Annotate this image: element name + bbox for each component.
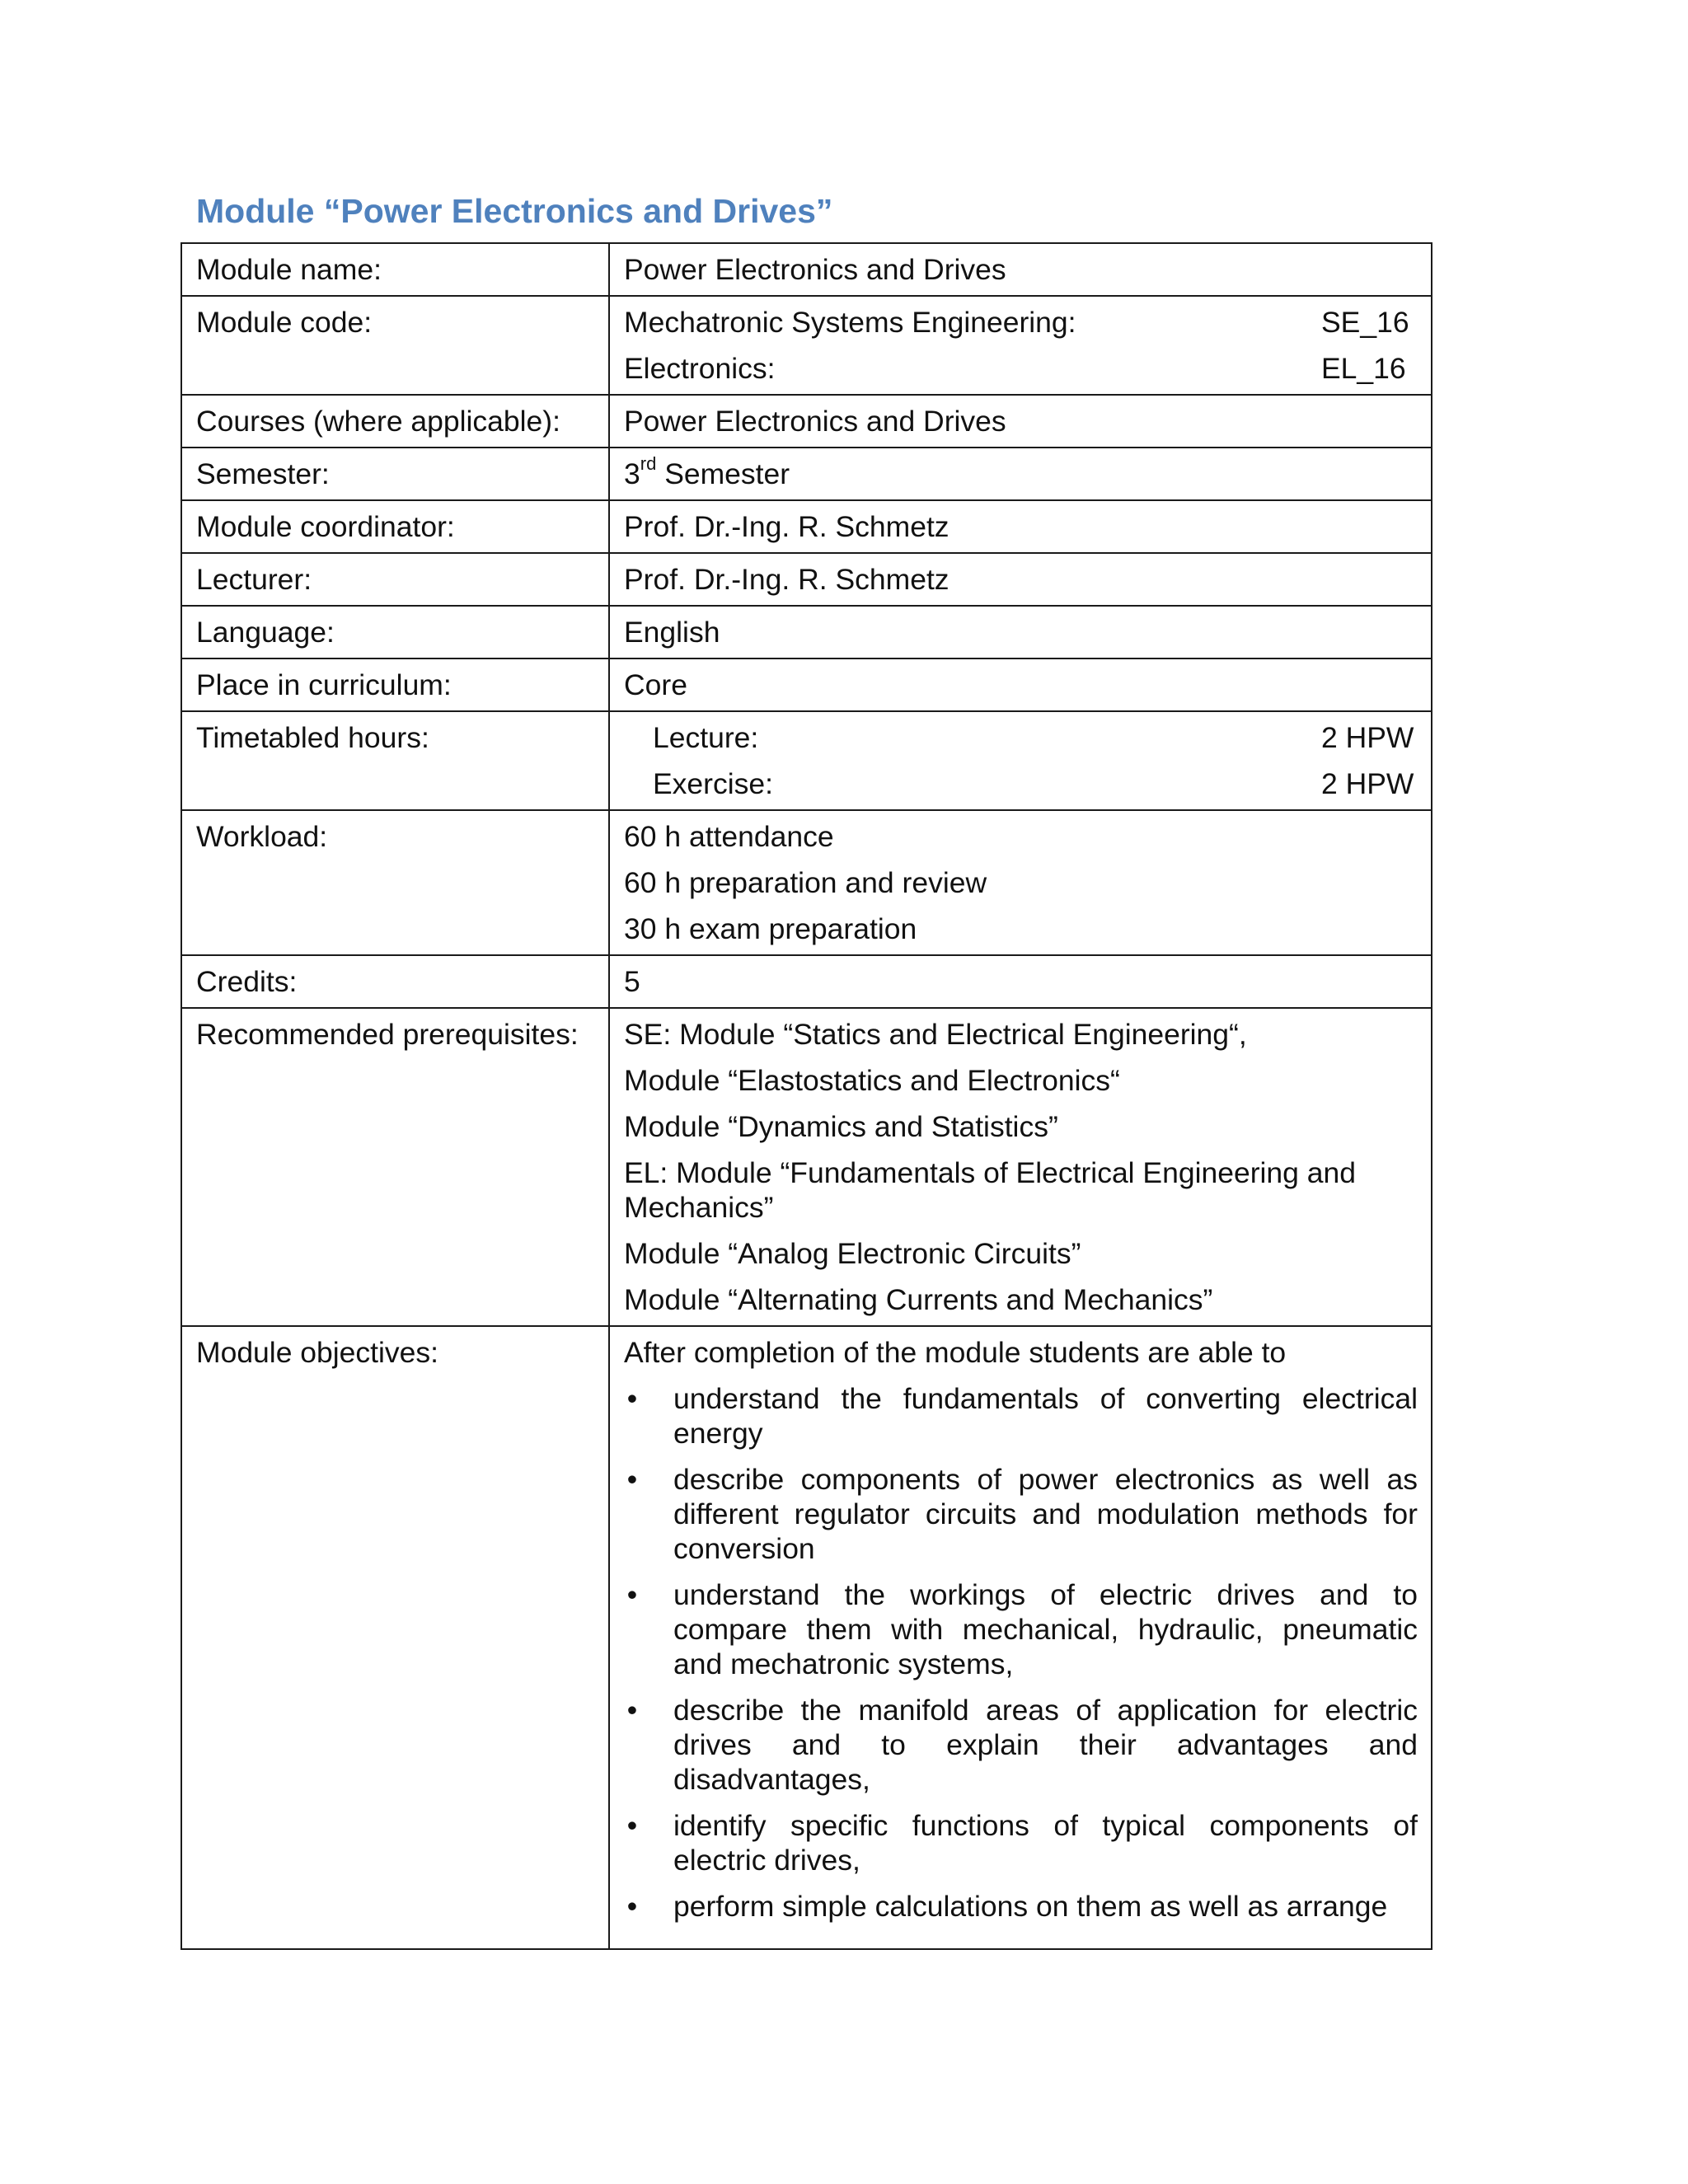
prerequisite-line: Module “Elastostatics and Electronics“ <box>624 1064 1120 1097</box>
bullet-icon: • <box>626 1382 638 1415</box>
row-label: Semester: <box>181 448 609 500</box>
entry-value: 2 HPW <box>1321 721 1414 754</box>
prerequisite-line: Module “Analog Electronic Circuits” <box>624 1237 1081 1270</box>
row-value <box>609 711 1432 810</box>
page-title: Module “Power Electronics and Drives” <box>196 192 833 230</box>
table-row-credits <box>181 955 1432 1008</box>
workload-line: 60 h attendance <box>624 820 834 853</box>
prerequisite-line: Module “Alternating Currents and Mechanics” <box>624 1283 1213 1316</box>
row-label: Place in curriculum: <box>181 658 609 711</box>
hours-entry <box>624 720 1418 755</box>
row-value: Prof. Dr.-Ing. R. Schmetz <box>609 500 1432 553</box>
row-label: Recommended prerequisites: <box>181 1008 609 1326</box>
entry-value: EL_16 <box>1321 352 1406 385</box>
list-item <box>624 1462 1418 1566</box>
row-value: Core <box>609 658 1432 711</box>
bullet-icon: • <box>626 1694 638 1727</box>
entry-key: Electronics: <box>624 352 776 385</box>
row-value <box>609 448 1432 500</box>
table-row-workload <box>181 810 1432 955</box>
semester-text: Semester <box>664 457 790 490</box>
list-item-text: understand the workings of electric drives and to compare them with mechanical, hydraulic, pneumatic and mechatronic systems, <box>673 1578 1418 1680</box>
entry-value: 2 HPW <box>1321 767 1414 800</box>
list-item <box>624 1693 1418 1797</box>
row-label: Module objectives: <box>181 1326 609 1949</box>
row-label: Module coordinator: <box>181 500 609 553</box>
table-row-place <box>181 658 1432 711</box>
table-row-coordinator <box>181 500 1432 553</box>
bullet-icon: • <box>626 1578 638 1611</box>
row-value: English <box>609 606 1432 658</box>
prerequisite-line: Module “Dynamics and Statistics” <box>624 1110 1058 1143</box>
row-label: Module code: <box>181 296 609 395</box>
row-value <box>609 810 1432 955</box>
workload-line: 30 h exam preparation <box>624 912 917 945</box>
entry-key: Mechatronic Systems Engineering: <box>624 306 1076 339</box>
prerequisite-line: SE: Module “Statics and Electrical Engineering“, <box>624 1018 1247 1051</box>
row-value: Power Electronics and Drives <box>609 395 1432 448</box>
module-table <box>181 242 1432 1950</box>
prerequisite-line: EL: Module “Fundamentals of Electrical Engineering and Mechanics” <box>624 1156 1357 1224</box>
module-code-entry <box>624 351 1418 386</box>
list-item <box>624 1889 1418 1924</box>
objectives-content <box>624 1335 1418 1948</box>
row-label: Courses (where applicable): <box>181 395 609 448</box>
table-row-objectives <box>181 1326 1432 1949</box>
row-value <box>609 296 1432 395</box>
list-item <box>624 1381 1418 1451</box>
list-item-text: understand the fundamentals of converting electrical energy <box>673 1382 1418 1450</box>
list-item <box>624 1808 1418 1877</box>
row-value: Prof. Dr.-Ing. R. Schmetz <box>609 553 1432 606</box>
table-row-timetabled-hours <box>181 711 1432 810</box>
objectives-list <box>624 1381 1418 1924</box>
entry-key: Lecture: <box>653 721 759 754</box>
row-value <box>609 1326 1432 1949</box>
list-item <box>624 1577 1418 1681</box>
table-row-module-code <box>181 296 1432 395</box>
table-row-lecturer <box>181 553 1432 606</box>
semester-ordinal: rd <box>640 453 657 475</box>
row-value <box>609 1008 1432 1326</box>
module-code-entry <box>624 305 1418 340</box>
row-label: Timetabled hours: <box>181 711 609 810</box>
list-item-text: perform simple calculations on them as well as arrange <box>673 1890 1388 1923</box>
list-item-text: describe components of power electronics as well as different regulator circuits and modulation methods for conversion <box>673 1463 1418 1565</box>
row-label: Lecturer: <box>181 553 609 606</box>
row-label: Language: <box>181 606 609 658</box>
entry-value: SE_16 <box>1321 306 1409 339</box>
table-row-prerequisites <box>181 1008 1432 1326</box>
table-row-semester <box>181 448 1432 500</box>
entry-key: Exercise: <box>653 767 773 800</box>
row-label: Workload: <box>181 810 609 955</box>
row-label: Credits: <box>181 955 609 1008</box>
bullet-icon: • <box>626 1809 638 1842</box>
hours-entry <box>624 766 1418 801</box>
semester-number: 3 <box>624 457 640 490</box>
row-value: Power Electronics and Drives <box>609 243 1432 296</box>
table-row-module-name <box>181 243 1432 296</box>
bullet-icon: • <box>626 1890 638 1923</box>
workload-line: 60 h preparation and review <box>624 866 987 899</box>
table-row-language <box>181 606 1432 658</box>
list-item-text: describe the manifold areas of application for electric drives and to explain their advantages and disadvantages, <box>673 1694 1418 1796</box>
bullet-icon: • <box>626 1463 638 1496</box>
table-row-courses <box>181 395 1432 448</box>
objectives-intro: After completion of the module students are able to <box>624 1336 1287 1369</box>
row-value: 5 <box>609 955 1432 1008</box>
list-item-text: identify specific functions of typical components of electric drives, <box>673 1809 1418 1877</box>
row-label: Module name: <box>181 243 609 296</box>
